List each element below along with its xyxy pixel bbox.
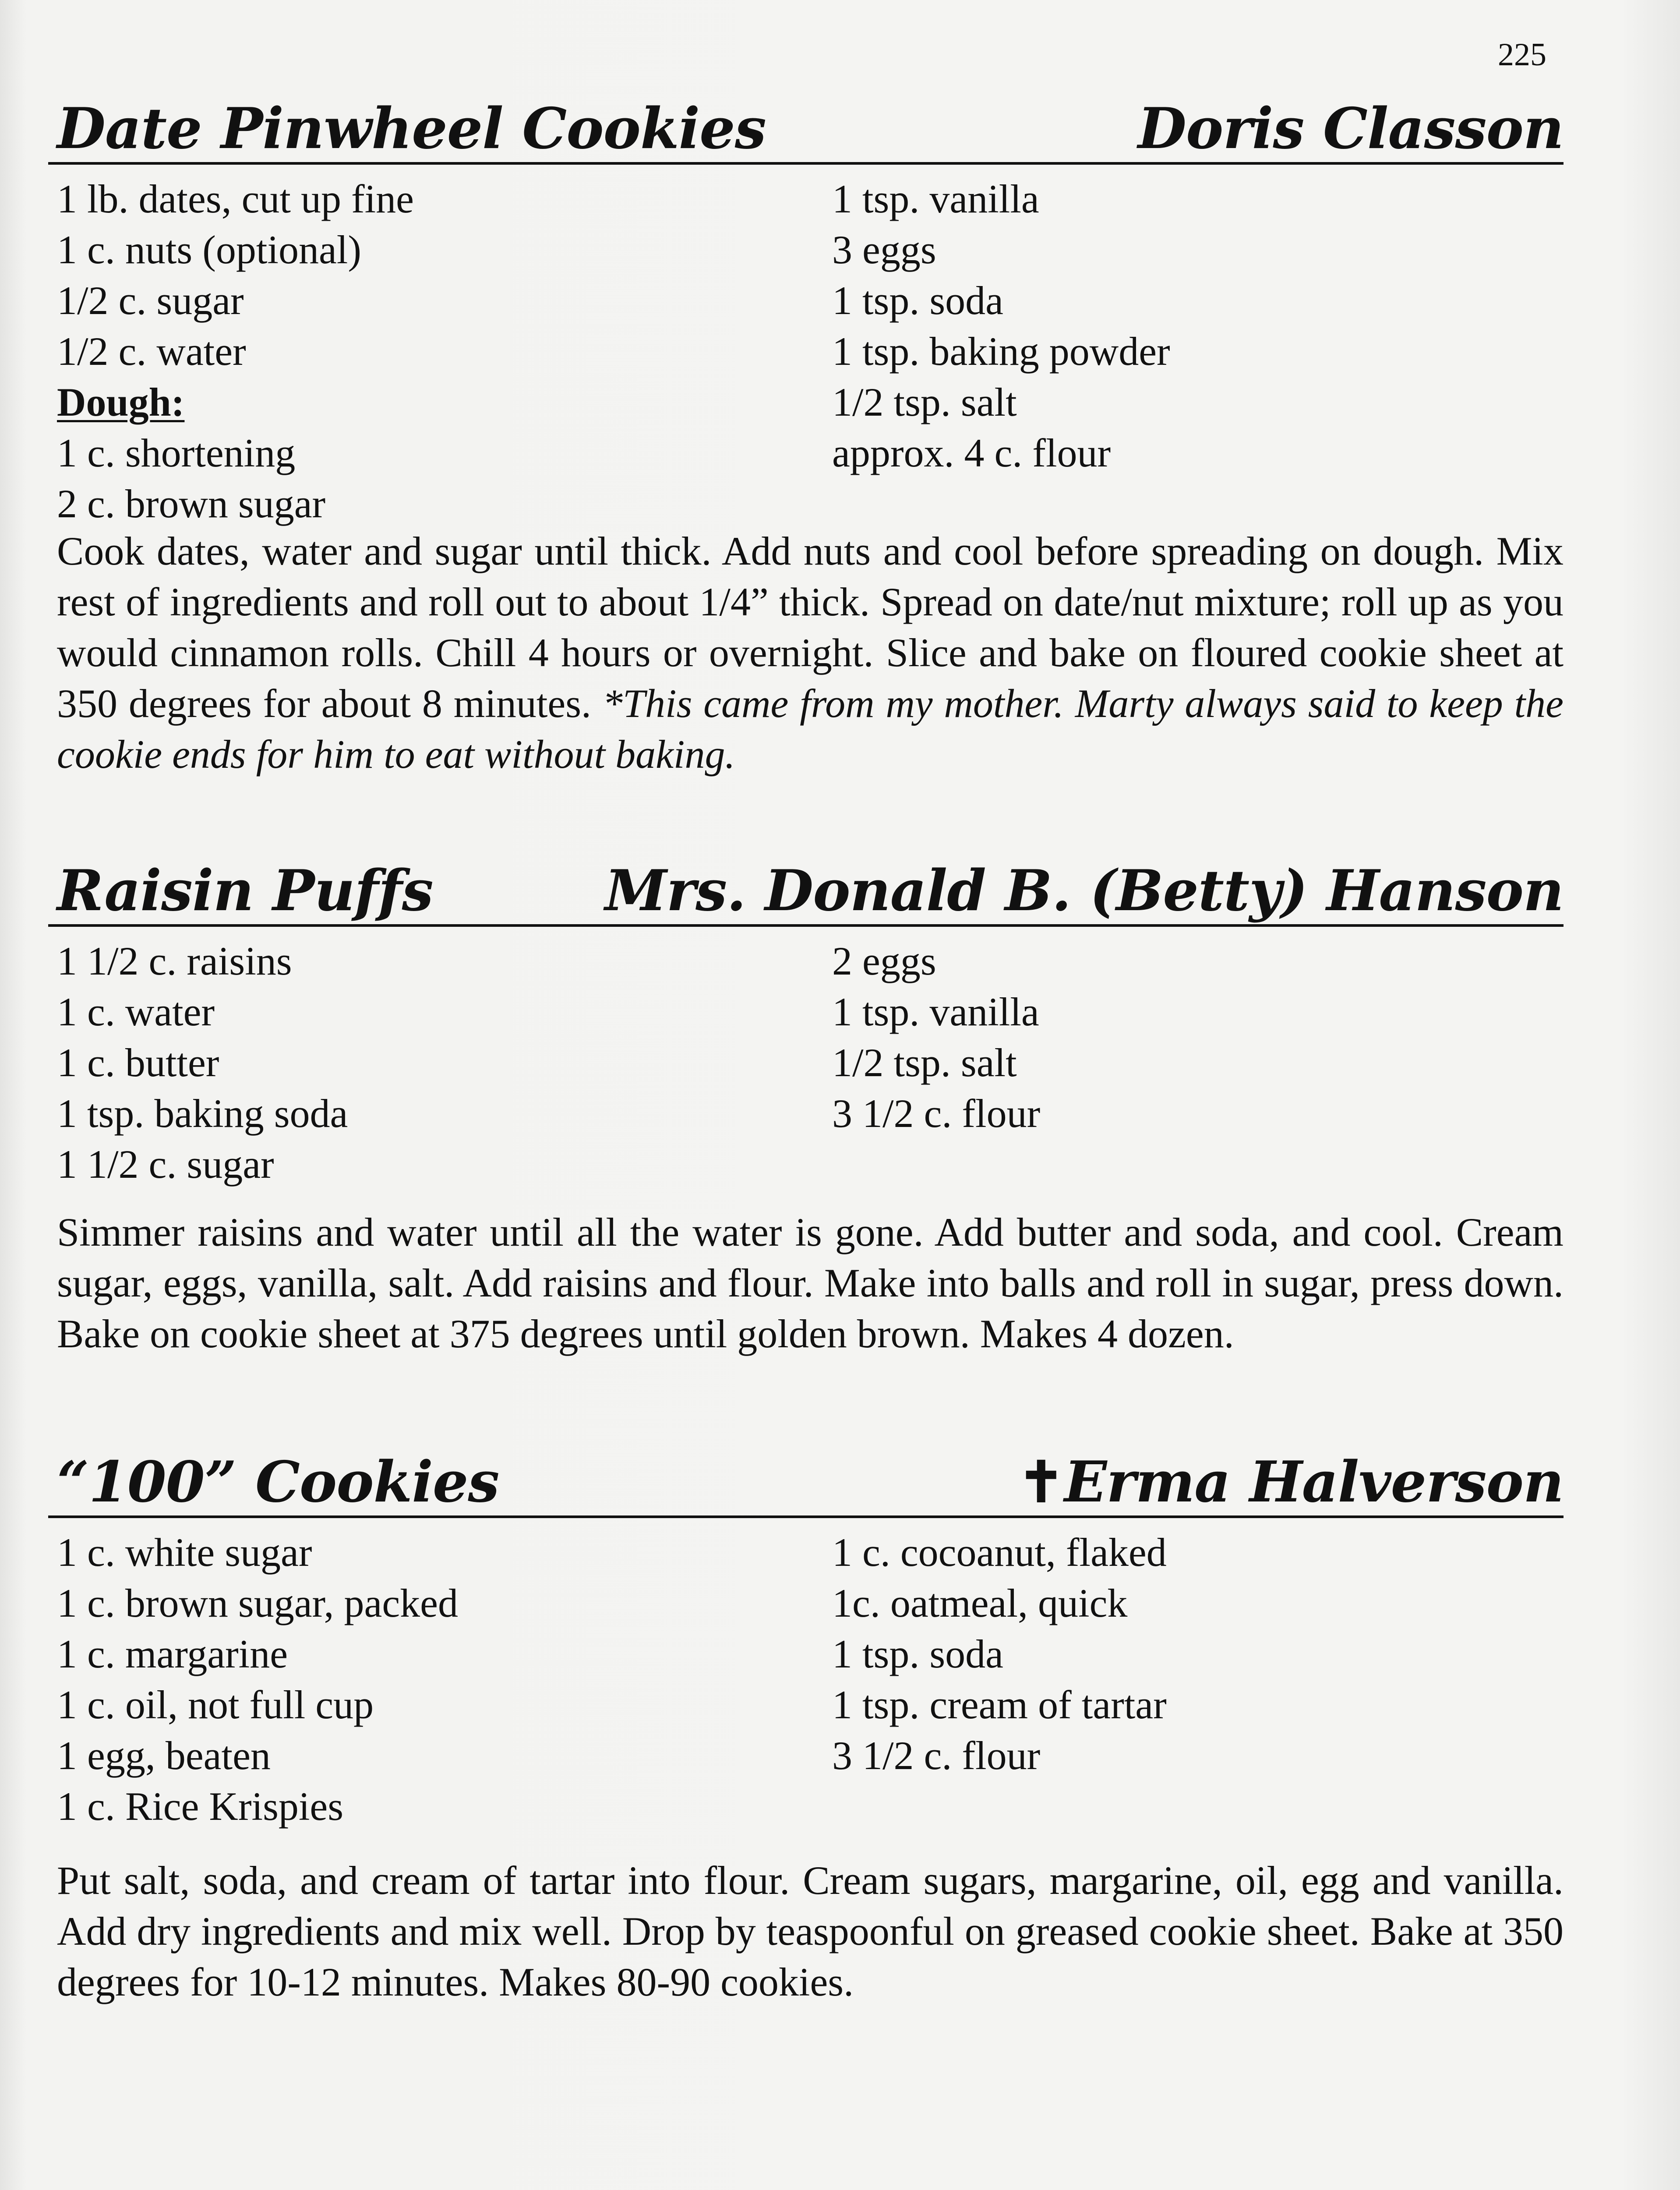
ingredient: 1 tsp. soda: [832, 278, 1003, 323]
ingredient-subheading: Dough:: [57, 380, 185, 424]
recipe-note: *This came from my mother. Marty always said to keep the cookie ends for him to eat without baking.: [57, 681, 1564, 777]
recipe-directions: [57, 1855, 1564, 2007]
ingredient: 1/2 tsp. salt: [832, 1040, 1017, 1085]
ingredient: 1 egg, beaten: [57, 1733, 271, 1778]
ingredient: 1 c. butter: [57, 1040, 219, 1085]
ingredient: 1 1/2 c. sugar: [57, 1142, 274, 1187]
ingredients-right-column: [832, 1527, 1167, 1781]
ingredients-left-column: [57, 173, 414, 529]
ingredient: 1 tsp. baking powder: [832, 329, 1170, 374]
ingredient: 1 c. oil, not full cup: [57, 1682, 374, 1727]
recipe-title: Date Pinwheel Cookies: [57, 96, 766, 162]
ingredient: 1 c. Rice Krispies: [57, 1784, 344, 1829]
recipe-author: Doris Classon: [1137, 96, 1564, 162]
recipe-100-cookies: [48, 1441, 1564, 2004]
ingredient: 1 c. brown sugar, packed: [57, 1581, 459, 1625]
ingredient: 1/2 c. sugar: [57, 278, 244, 323]
ingredient: 1 lb. dates, cut up fine: [57, 177, 414, 221]
recipe-directions: [57, 526, 1564, 780]
ingredient: 1 tsp. soda: [832, 1632, 1003, 1676]
ingredient: 2 eggs: [832, 939, 936, 983]
recipe-header: [48, 88, 1564, 165]
ingredient: 1 tsp. vanilla: [832, 989, 1039, 1034]
ingredient: approx. 4 c. flour: [832, 431, 1111, 475]
ingredient: 3 eggs: [832, 227, 936, 272]
ingredients-right-column: [832, 936, 1040, 1139]
recipe-author: [1017, 1449, 1564, 1515]
recipe-header: [48, 1441, 1564, 1518]
ingredients: [48, 173, 1564, 526]
ingredient: 1 1/2 c. raisins: [57, 939, 292, 983]
directions-text: Put salt, soda, and cream of tartar into flour. Cream sugars, margarine, oil, egg and vanilla. Add dry ingredients and mix well. Drop by teaspoonful on greased cookie sheet. Bake at 350 degrees for 10-12 minutes. Makes 80-90 cookies.: [57, 1858, 1564, 2004]
ingredient: 1 c. white sugar: [57, 1530, 312, 1575]
recipe-header: [48, 850, 1564, 927]
recipe-title: “100” Cookies: [57, 1449, 499, 1515]
recipe-date-pinwheel-cookies: [48, 88, 1564, 777]
ingredient: 3 1/2 c. flour: [832, 1733, 1041, 1778]
ingredient: 1 c. shortening: [57, 431, 296, 475]
ingredient: 1 tsp. vanilla: [832, 177, 1039, 221]
ingredient: 1 tsp. baking soda: [57, 1091, 348, 1136]
ingredient: 1/2 c. water: [57, 329, 246, 374]
ingredient: 1 tsp. cream of tartar: [832, 1682, 1167, 1727]
ingredient: 1 c. nuts (optional): [57, 227, 361, 272]
ingredients-left-column: [57, 1527, 458, 1832]
ingredients-left-column: [57, 936, 348, 1190]
ingredients-right-column: [832, 173, 1170, 478]
ingredients: [48, 1527, 1564, 1851]
ingredient: 1c. oatmeal, quick: [832, 1581, 1128, 1625]
ingredients: [48, 936, 1564, 1207]
ingredient: 1 c. margarine: [57, 1632, 288, 1676]
page-number: 225: [1498, 37, 1546, 73]
recipe-author: Mrs. Donald B. (Betty) Hanson: [604, 858, 1564, 924]
ingredient: 1 c. cocoanut, flaked: [832, 1530, 1167, 1575]
recipe-raisin-puffs: [48, 850, 1564, 1356]
recipe-directions: [57, 1207, 1564, 1359]
ingredient: 3 1/2 c. flour: [832, 1091, 1041, 1136]
directions-text: Cook dates, water and sugar until thick. Add nuts and cool before spreading on dough. Mix rest of ingredients and roll out to about 1/4” thick. Spread on date/nut mixture; roll up as you would cinnamon rolls. Chill 4 hours or overnight. Slice and bake on floured cookie sheet at 350 degrees for about 8 minutes.: [57, 529, 1564, 726]
author-name: Erma Halverson: [1064, 1449, 1564, 1515]
ingredient: 1/2 tsp. salt: [832, 380, 1017, 424]
ingredient: 1 c. water: [57, 989, 215, 1034]
cross-icon: ✝: [1017, 1449, 1064, 1515]
recipe-title: Raisin Puffs: [57, 858, 433, 924]
directions-text: Simmer raisins and water until all the water is gone. Add butter and soda, and cool. Cream sugar, eggs, vanilla, salt. Add raisins and flour. Make into balls and roll in sugar, press down. Bake on cookie sheet at 375 degrees until golden brown. Makes 4 dozen.: [57, 1210, 1564, 1356]
ingredient: 2 c. brown sugar: [57, 481, 326, 526]
